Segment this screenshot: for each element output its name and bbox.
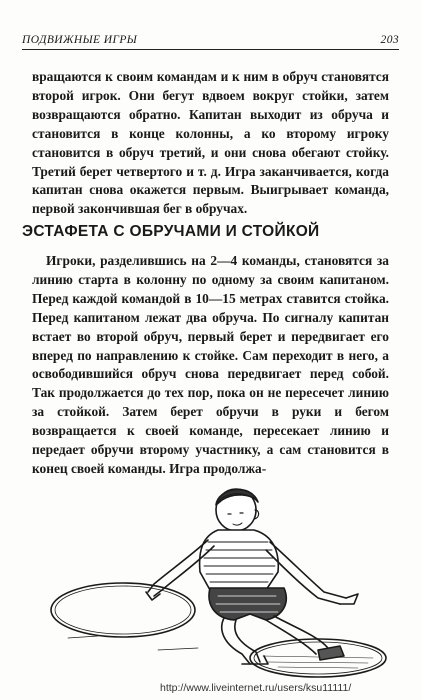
source-watermark-url: http://www.liveinternet.ru/users/ksu11111/	[160, 682, 352, 694]
paragraph-rules: Игроки, разделившись на 2—4 команды, становятся за линию старта в колонну по одному за своим капитаном. Перед каждой командой в 10—15 метрах ставится стойка. Перед капитаном лежат два обруча. По сигналу капитан встает во второй обруч, первый берет и передвигает его вперед по направлению к стойке. Сам переходит в него, а освободившийся обруч снова передвигает перед собой. Так продолжается до тех пор, пока он не пересечет линию за стойкой. Затем берет обручи в руки и бегом возвращается к своей команде, пересекает линию и передает обручи второму участнику, а сам становится в конец своей команды. Игра продолжа-	[32, 253, 389, 476]
hoop-left	[51, 583, 195, 637]
paragraph-continuation: вращаются к своим командам и к ним в обруч становятся второй игрок. Они бегут вдвоем вокруг стойки, затем возвращаются обратно. Капитан выходит из обруча и становится в конце колонны, а ко второму игроку становится в обруч третий, и они снова обегают стойку. Третий берет четвертого и т. д. Игра заканчивается, когда капитан снова окажется первым. Выигрывает команда, первой закончившая бег в обручах.	[32, 69, 389, 217]
child-with-hoops-illustration	[28, 480, 398, 680]
child-left-leg	[222, 618, 250, 664]
page-number: 203	[380, 34, 399, 46]
section-title: ЭСТАФЕТА С ОБРУЧАМИ И СТОЙКОЙ	[22, 223, 320, 240]
section-name: ПОДВИЖНЫЕ ИГРЫ	[22, 34, 138, 46]
running-head	[22, 28, 399, 50]
child-shirt	[200, 530, 279, 590]
child-right-leg	[274, 616, 328, 648]
